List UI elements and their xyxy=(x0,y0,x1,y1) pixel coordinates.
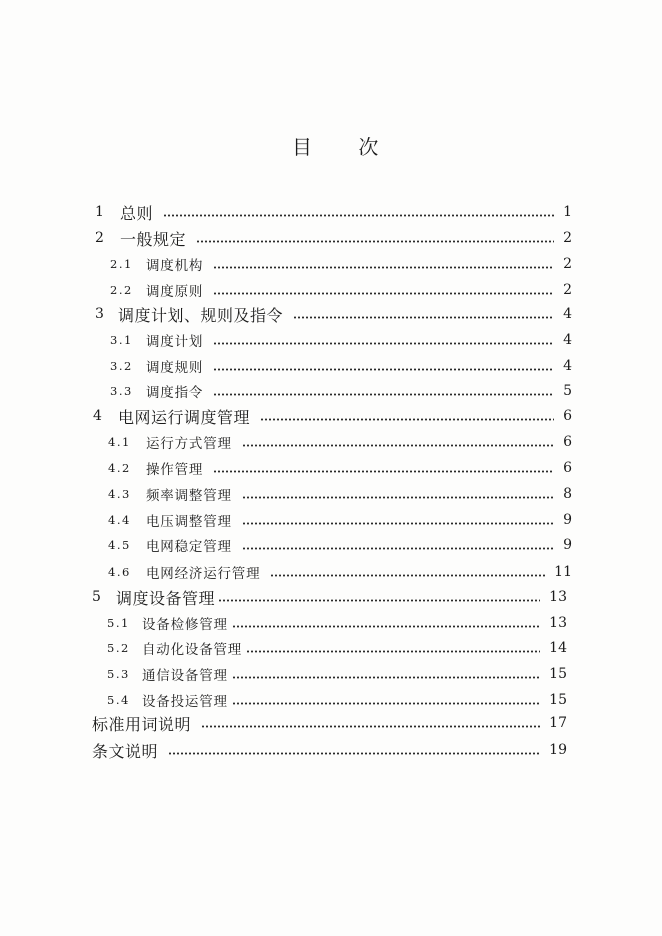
toc-entry-title: 调度原则 xyxy=(146,284,204,300)
dot-leader xyxy=(242,444,554,447)
toc-entry xyxy=(92,740,567,760)
toc-entry-page: 4 xyxy=(563,332,572,348)
toc-entry-number: 4.1 xyxy=(108,435,131,449)
toc-entry xyxy=(107,690,567,710)
dot-leader xyxy=(196,240,554,243)
toc-entry-page: 19 xyxy=(549,742,567,758)
toc-entry xyxy=(92,713,567,733)
toc-entry xyxy=(108,535,572,555)
toc-entry-number: 4.4 xyxy=(108,513,131,527)
toc-entry-title: 设备检修管理 xyxy=(142,617,228,633)
toc-entry-title: 一般规定 xyxy=(120,229,187,249)
toc-entry-page: 2 xyxy=(563,230,572,246)
toc-entry xyxy=(107,638,567,658)
toc-entry-number: 4.3 xyxy=(108,487,131,501)
dot-leader xyxy=(242,496,554,499)
toc-entry xyxy=(95,228,572,248)
toc-entry-title: 通信设备管理 xyxy=(142,668,228,684)
dot-leader xyxy=(213,342,554,345)
toc-entry-title: 电压调整管理 xyxy=(146,514,232,530)
toc-entry-title: 电网经济运行管理 xyxy=(146,566,261,582)
toc-entry-page: 4 xyxy=(563,306,572,322)
toc-entry-title: 调度计划 xyxy=(146,334,204,350)
toc-entry-number: 5 xyxy=(92,589,101,605)
dot-leader xyxy=(260,418,554,421)
toc-entry-page: 9 xyxy=(563,537,572,553)
dot-leader xyxy=(168,752,540,755)
toc-entry-number: 5.2 xyxy=(107,641,130,655)
dot-leader xyxy=(213,393,554,396)
toc-entry-number: 4.6 xyxy=(108,565,131,579)
dot-leader xyxy=(242,547,554,550)
toc-entry-title: 设备投运管理 xyxy=(142,694,228,710)
toc-entry-number: 4 xyxy=(93,408,102,424)
toc-entry-number: 5.1 xyxy=(107,616,130,630)
toc-entry xyxy=(110,330,572,350)
toc-entry-page: 14 xyxy=(549,640,567,656)
toc-entry-title: 调度规则 xyxy=(146,360,204,376)
dot-leader xyxy=(201,725,540,728)
toc-entry xyxy=(110,280,572,300)
toc-entry xyxy=(108,458,572,478)
toc-entry-page: 9 xyxy=(563,512,572,528)
dot-leader xyxy=(213,292,554,295)
dot-leader xyxy=(242,522,554,525)
toc-entry-number: 2.1 xyxy=(110,257,133,271)
toc-entry-page: 15 xyxy=(549,692,567,708)
toc-entry-number: 1 xyxy=(95,204,104,220)
toc-entry-title: 调度计划、规则及指令 xyxy=(118,305,284,325)
toc-entry-number: 5.3 xyxy=(107,667,130,681)
dot-leader xyxy=(218,599,540,602)
dot-leader xyxy=(232,625,540,628)
toc-entry-number: 3 xyxy=(95,306,104,322)
toc-entry xyxy=(95,202,572,222)
toc-entry-number: 4.5 xyxy=(108,538,131,552)
toc-entry xyxy=(110,254,572,274)
toc-entry-title: 条文说明 xyxy=(92,741,159,761)
toc-entry-title: 电网稳定管理 xyxy=(146,539,232,555)
toc-entry xyxy=(107,613,567,633)
toc-entry-number: 3.2 xyxy=(110,359,133,373)
toc-entry-number: 5.4 xyxy=(107,693,130,707)
toc-entry xyxy=(108,484,572,504)
toc-entry xyxy=(107,664,567,684)
dot-leader xyxy=(270,574,545,577)
toc-entry-page: 6 xyxy=(563,408,572,424)
toc-entry xyxy=(108,432,572,452)
toc-entry-number: 4.2 xyxy=(108,461,131,475)
toc-entry-page: 13 xyxy=(549,615,567,631)
toc-title: 目 次 xyxy=(292,135,379,159)
toc-entry-title: 调度设备管理 xyxy=(116,588,216,608)
dot-leader xyxy=(293,316,554,319)
dot-leader xyxy=(232,702,540,705)
toc-entry xyxy=(110,356,572,376)
toc-entry-page: 5 xyxy=(563,383,572,399)
toc-entry-page: 17 xyxy=(549,715,567,731)
toc-entry xyxy=(92,587,567,607)
dot-leader xyxy=(213,266,554,269)
toc-entry-title: 频率调整管理 xyxy=(146,488,232,504)
toc-entry-number: 2 xyxy=(95,230,104,246)
toc-entry xyxy=(108,562,572,582)
toc-entry-page: 15 xyxy=(549,666,567,682)
dot-leader xyxy=(213,470,554,473)
dot-leader xyxy=(213,368,554,371)
toc-entry-page: 4 xyxy=(563,358,572,374)
toc-entry-title: 标准用词说明 xyxy=(92,714,192,734)
toc-entry xyxy=(95,304,572,324)
toc-entry-number: 3.3 xyxy=(110,384,133,398)
toc-entry-page: 1 xyxy=(563,204,572,220)
toc-entry-number: 3.1 xyxy=(110,333,133,347)
toc-entry xyxy=(108,510,572,530)
dot-leader xyxy=(246,650,540,653)
dot-leader xyxy=(232,676,540,679)
dot-leader xyxy=(163,214,554,217)
toc-entry xyxy=(110,381,572,401)
toc-entry-title: 电网运行调度管理 xyxy=(118,407,251,427)
toc-entry-title: 运行方式管理 xyxy=(146,436,232,452)
toc-entry-page: 6 xyxy=(563,460,572,476)
toc-entry-page: 6 xyxy=(563,434,572,450)
toc-entry-title: 调度机构 xyxy=(146,258,204,274)
toc-entry-page: 2 xyxy=(563,282,572,298)
toc-entry-title: 调度指令 xyxy=(146,385,204,401)
toc-entry-title: 总则 xyxy=(120,203,154,223)
toc-entry-page: 8 xyxy=(563,486,572,502)
toc-entry-page: 2 xyxy=(563,256,572,272)
toc-entry-title: 操作管理 xyxy=(146,462,204,478)
toc-entry-number: 2.2 xyxy=(110,283,133,297)
toc-entry-title: 自动化设备管理 xyxy=(142,642,243,658)
toc-entry-page: 13 xyxy=(549,589,567,605)
toc-entry-page: 11 xyxy=(554,564,572,580)
toc-entry xyxy=(93,406,572,426)
